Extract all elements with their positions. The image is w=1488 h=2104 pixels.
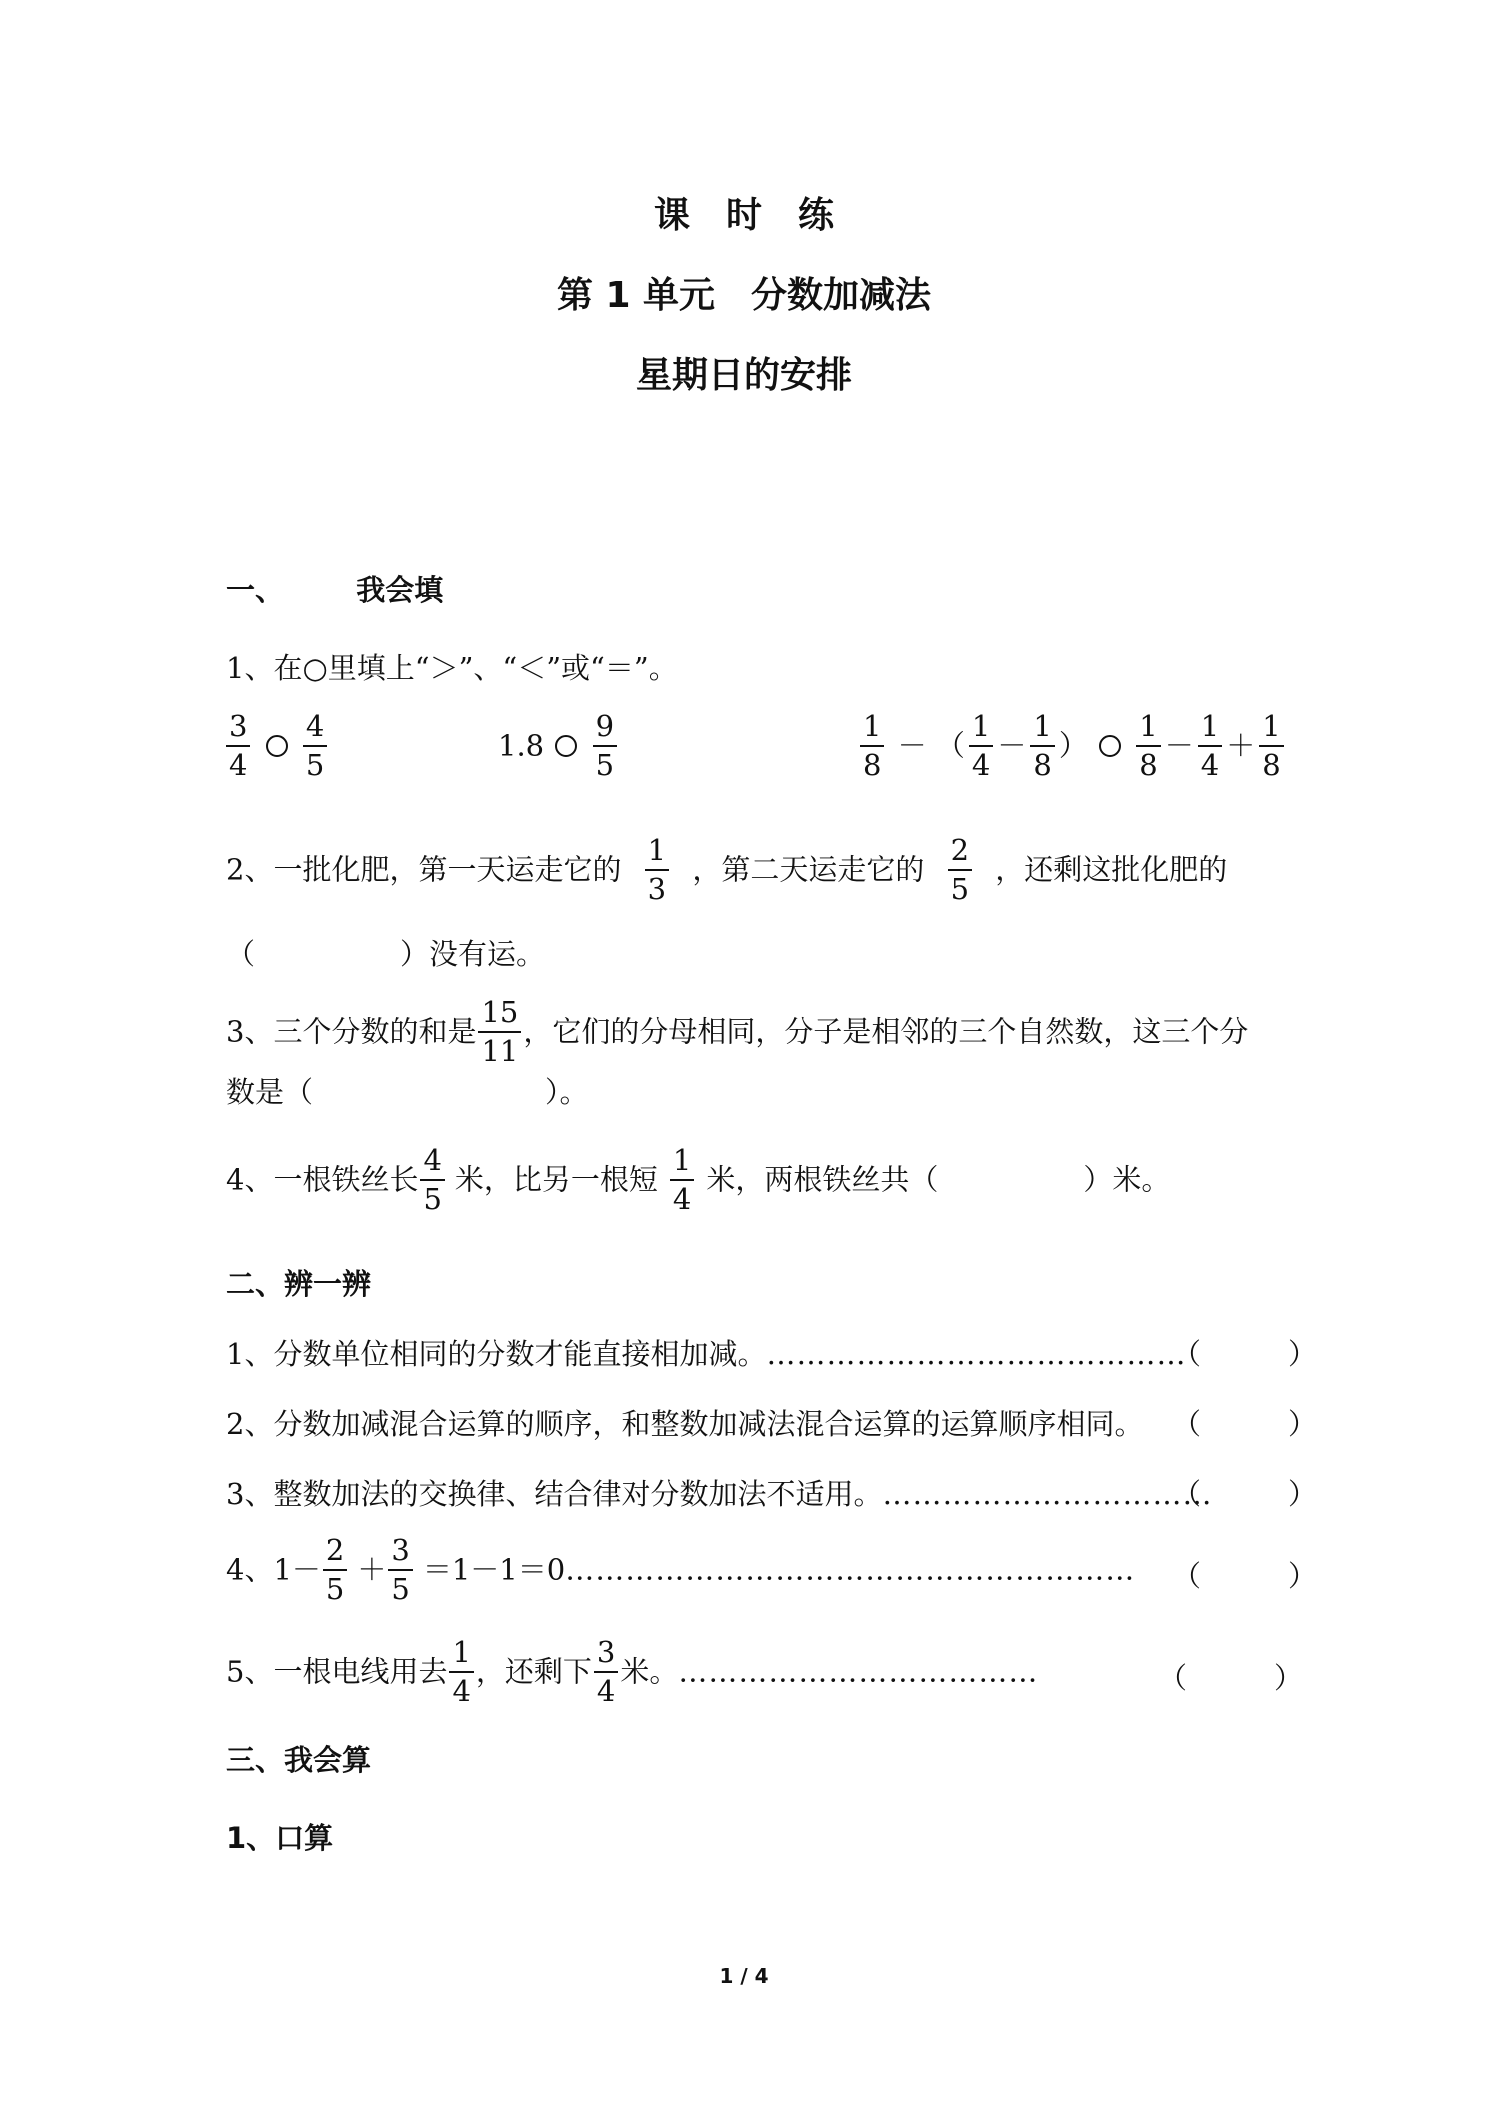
numerator: 1	[1259, 712, 1283, 747]
judge-item-3	[226, 1474, 1212, 1514]
text-span: －	[1164, 728, 1194, 763]
text-span: －	[997, 728, 1027, 763]
text-span: ，还剩下	[475, 1654, 592, 1689]
fraction	[226, 709, 250, 782]
denominator: 5	[391, 1572, 410, 1606]
section2-heading: 二、辨一辨	[226, 1267, 372, 1301]
numerator: 2	[948, 836, 972, 871]
text-span: 米，两根铁丝共（ ）米。	[706, 1162, 1171, 1197]
q2-line1	[226, 833, 1228, 906]
text-span: 2、一批化肥，第一天运走它的	[226, 852, 622, 887]
text-span: 米，比另一根短	[454, 1162, 658, 1197]
numerator: 2	[323, 1536, 347, 1571]
text-span: 1.8	[498, 728, 545, 763]
text-span: ……………………………………	[766, 1337, 1187, 1371]
answer-paren[interactable]: （ ）	[1158, 1661, 1304, 1695]
compare-circle-icon[interactable]	[1097, 733, 1123, 759]
text-span: ，它们的分母相同，分子是相邻的三个自然数，这三个分	[523, 1014, 1249, 1049]
denominator: 11	[481, 1034, 519, 1068]
denominator: 4	[229, 748, 248, 782]
text-span: 3、整数加法的交换律、结合律对分数加法不适用。	[226, 1477, 883, 1511]
text-span: ＋	[1226, 728, 1256, 763]
text-span: ………………………………	[678, 1654, 1039, 1689]
q1-compare-c	[856, 709, 1288, 782]
numerator: 1	[969, 712, 993, 747]
judge-item-5	[226, 1635, 1039, 1708]
fraction	[969, 709, 993, 782]
text-span: 1、分数单位相同的分数才能直接相加减。	[226, 1337, 767, 1371]
denominator: 5	[950, 872, 970, 906]
answer-paren[interactable]: （ ）	[1172, 1337, 1318, 1371]
fraction	[303, 709, 327, 782]
numerator: 1	[1136, 712, 1160, 747]
page-title: 课 时 练	[653, 195, 834, 236]
numerator: 4	[420, 1146, 444, 1181]
fraction	[1030, 709, 1054, 782]
text-span: ）	[1058, 728, 1088, 763]
denominator: 4	[596, 1674, 616, 1708]
answer-paren[interactable]: （ ）	[1172, 1407, 1318, 1441]
numerator: 4	[303, 712, 327, 747]
denominator: 4	[452, 1674, 471, 1708]
answer-paren[interactable]: （ ）	[1172, 1477, 1318, 1511]
denominator: 8	[1033, 748, 1052, 782]
denominator: 8	[863, 748, 882, 782]
fraction	[593, 709, 617, 782]
numerator: 1	[1198, 712, 1222, 747]
section3-heading: 三、我会算	[226, 1743, 372, 1777]
q2-line2: （ ）没有运。	[226, 937, 546, 971]
fraction	[948, 833, 972, 906]
text-span: －	[897, 728, 927, 763]
denominator: 5	[325, 1572, 345, 1606]
numerator: 3	[594, 1638, 618, 1673]
compare-circle-icon[interactable]	[553, 733, 579, 759]
text-span: ＋	[357, 1552, 387, 1587]
text-span: ，还剩这批化肥的	[995, 852, 1228, 887]
text-span: 米。	[620, 1654, 679, 1689]
page-number: 1 / 4	[719, 1964, 769, 1988]
fraction	[670, 1143, 694, 1216]
unit-title: 第 1 单元 分数加减法	[556, 275, 932, 316]
section3-sub1: 1、口算	[226, 1821, 334, 1855]
section1-number: 一、	[226, 573, 285, 607]
fraction	[388, 1533, 412, 1606]
text-span: …………………………………………………	[565, 1552, 1136, 1587]
judge-item-2: 2、分数加减混合运算的顺序，和整数加减法混合运算的运算顺序相同。	[226, 1407, 1144, 1441]
denominator: 3	[647, 872, 667, 906]
denominator: 5	[423, 1182, 442, 1216]
text-span: ＝1－1＝0	[422, 1552, 566, 1587]
text-span: ……………………………	[882, 1477, 1213, 1511]
denominator: 5	[305, 748, 325, 782]
section1-title: 我会填	[356, 573, 444, 607]
text-span: 5、一根电线用去	[226, 1654, 448, 1689]
q4-line	[226, 1143, 1171, 1216]
fraction	[594, 1635, 618, 1708]
judge-item-4	[226, 1533, 1136, 1606]
numerator: 15	[478, 998, 521, 1033]
numerator: 9	[593, 712, 617, 747]
numerator: 1	[645, 836, 669, 871]
q1-compare-a	[222, 709, 331, 782]
denominator: 8	[1262, 748, 1281, 782]
q3-line1	[226, 995, 1249, 1068]
numerator: 1	[670, 1146, 694, 1181]
numerator: 3	[226, 712, 250, 747]
fraction	[1136, 709, 1160, 782]
answer-paren[interactable]: （ ）	[1172, 1559, 1318, 1593]
denominator: 4	[971, 748, 991, 782]
fraction	[1259, 709, 1283, 782]
text-span: 4、1－	[226, 1552, 321, 1587]
fraction	[323, 1533, 347, 1606]
q1-compare-b	[498, 709, 621, 782]
fraction	[449, 1635, 473, 1708]
fraction	[860, 709, 884, 782]
text-span: 4、一根铁丝长	[226, 1162, 419, 1197]
fraction	[478, 995, 521, 1068]
numerator: 1	[860, 712, 884, 747]
text-span: （	[935, 728, 965, 763]
numerator: 1	[1030, 712, 1054, 747]
fraction	[645, 833, 669, 906]
denominator: 4	[1200, 748, 1220, 782]
q3-line2: 数是（ ）。	[226, 1075, 589, 1109]
compare-circle-icon[interactable]	[264, 733, 290, 759]
denominator: 8	[1139, 748, 1158, 782]
fraction	[1198, 709, 1222, 782]
denominator: 5	[595, 748, 615, 782]
fraction	[420, 1143, 444, 1216]
q1-text: 1、在○里填上“＞”、“＜”或“＝”。	[226, 651, 678, 685]
section1-heading	[226, 570, 443, 610]
lesson-title: 星期日的安排	[635, 355, 852, 396]
denominator: 4	[672, 1182, 692, 1216]
text-span: ，第二天运走它的	[692, 852, 925, 887]
text-span: 3、三个分数的和是	[226, 1014, 477, 1049]
numerator: 1	[449, 1638, 473, 1673]
numerator: 3	[388, 1536, 412, 1571]
judge-item-1	[226, 1334, 1186, 1374]
